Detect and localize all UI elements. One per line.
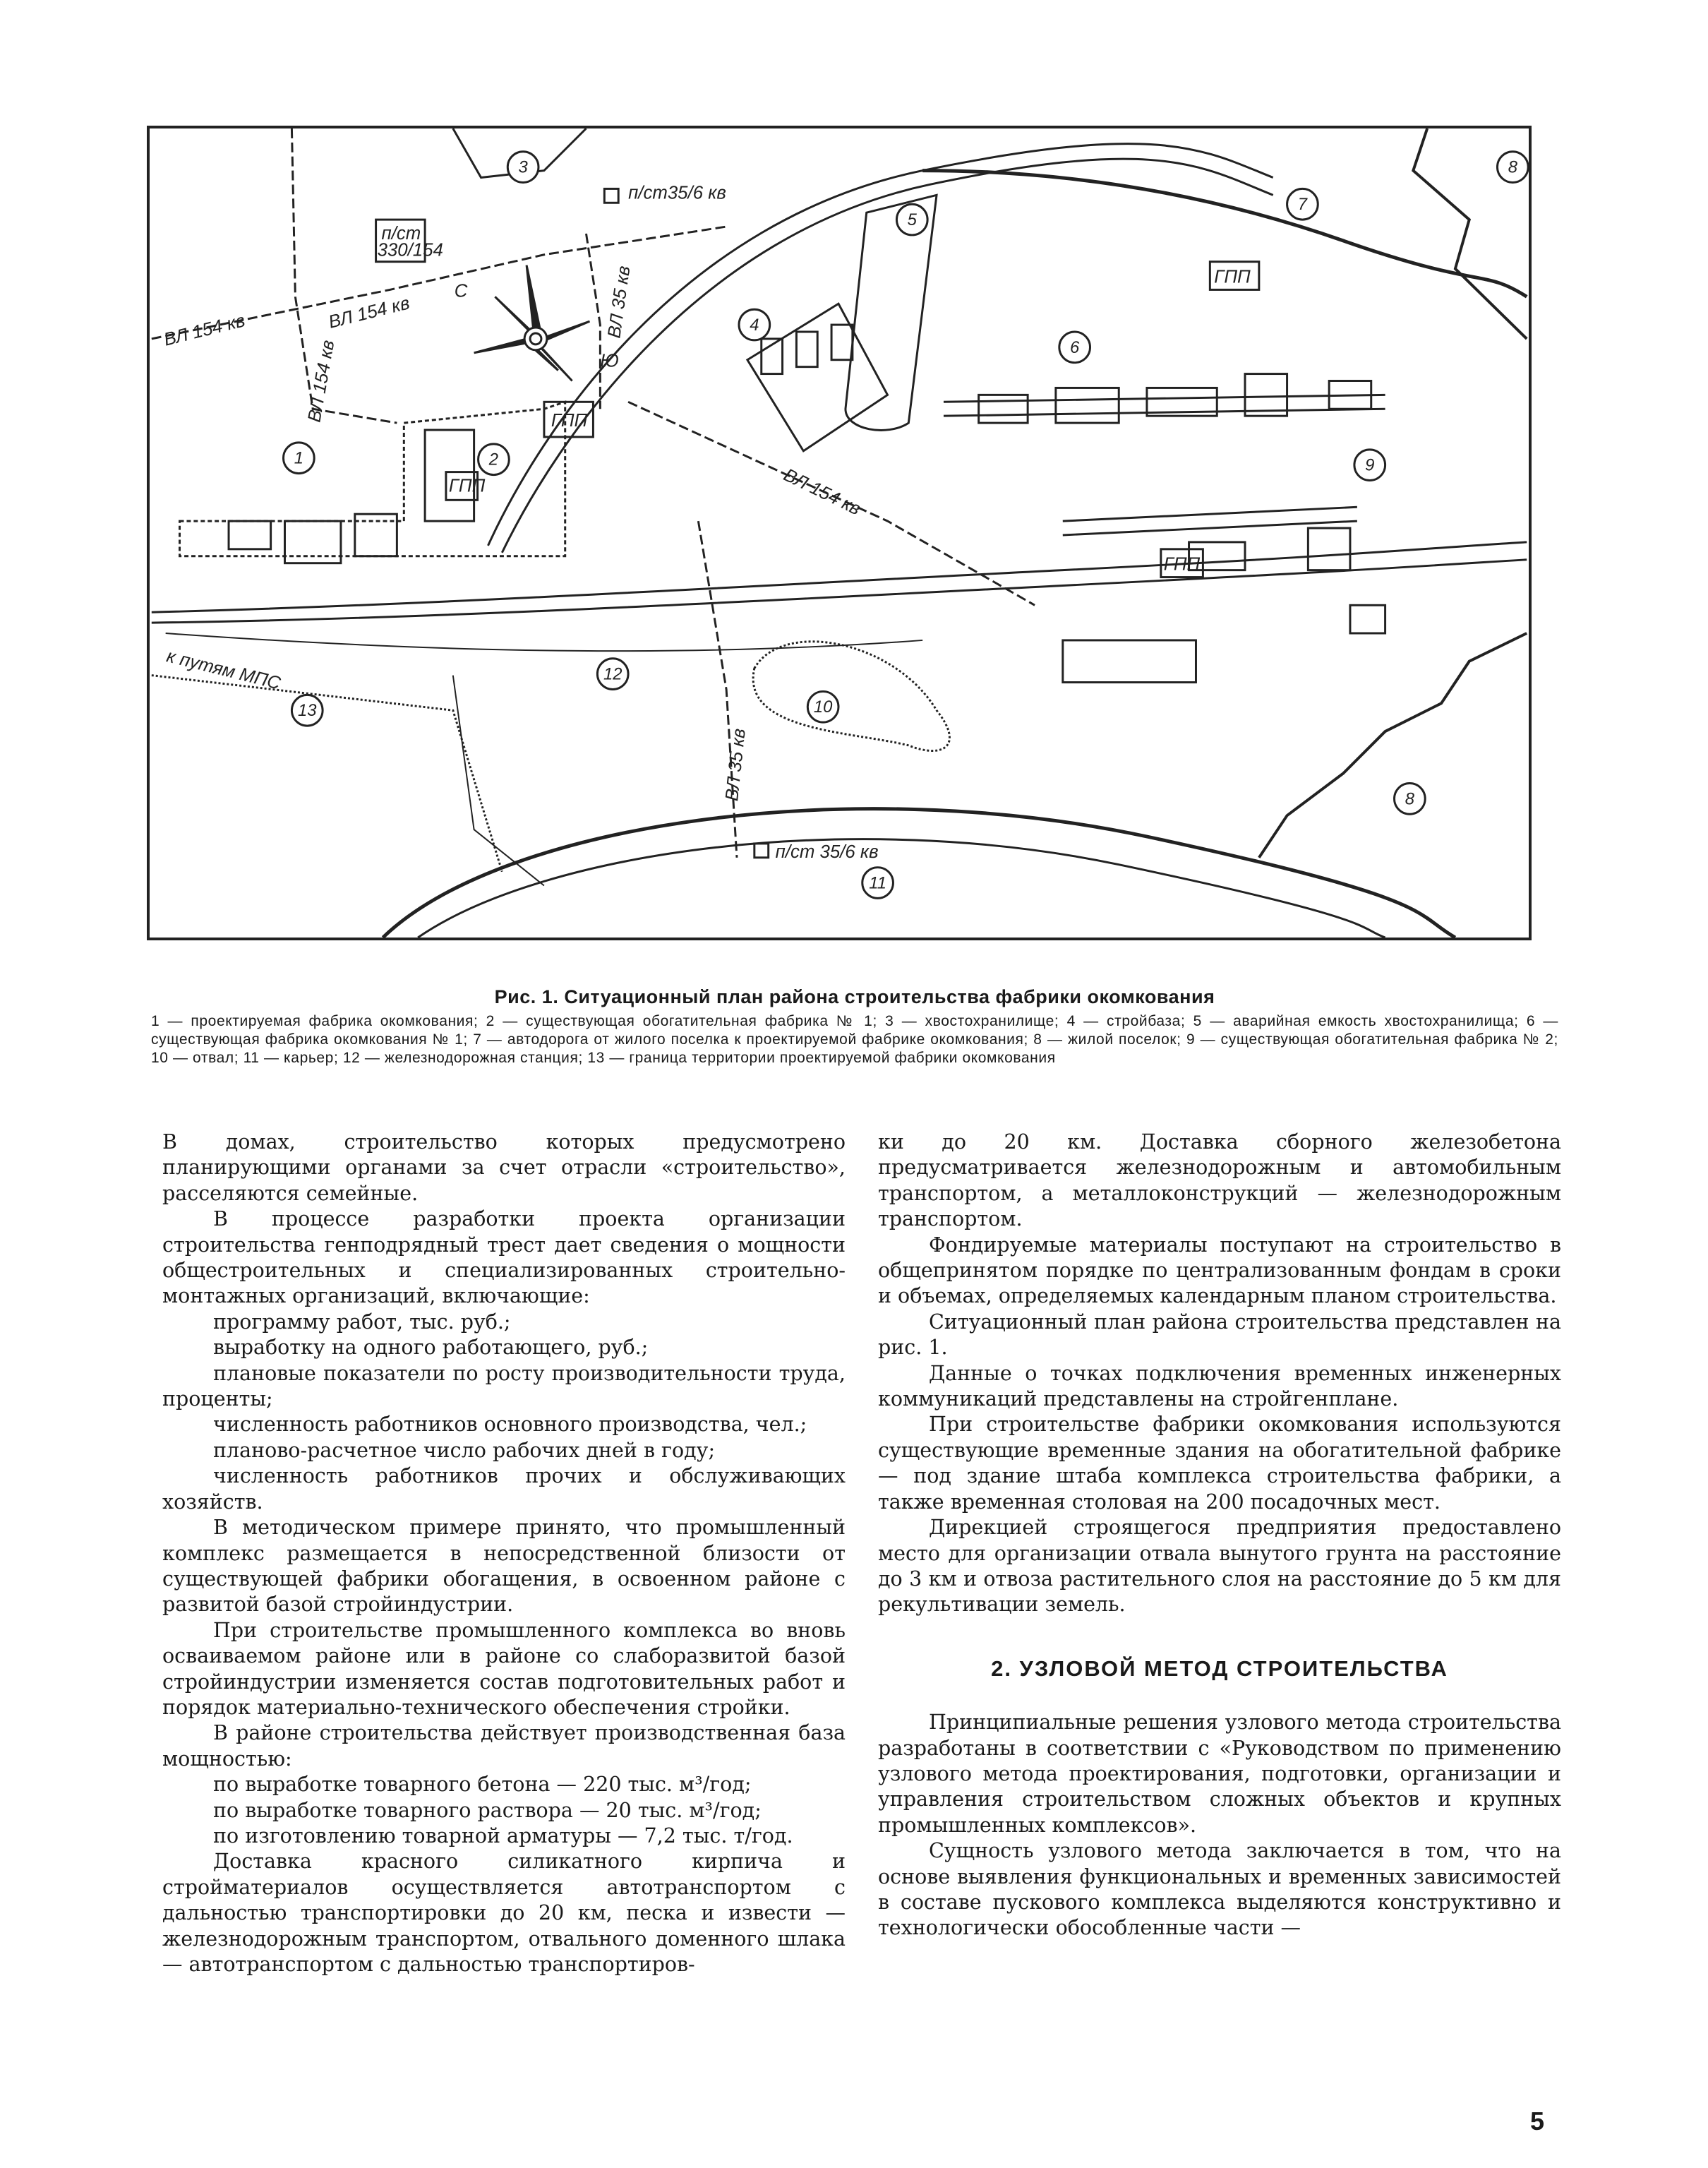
marker-8-top: 8 [1508, 157, 1517, 177]
marker-11: 11 [869, 873, 886, 893]
label-gpp-right: ГПП [1214, 267, 1251, 287]
marker-6: 6 [1070, 337, 1080, 357]
label-substation-top: п/ст35/6 кв [628, 183, 726, 203]
paragraph: программу работ, тыс. руб.; [213, 1310, 511, 1334]
marker-9: 9 [1365, 455, 1375, 475]
paragraph: Доставка красного силикатного кирпича и стройматериалов осуществляется автотранспортом с дальностью транспортировки до 20 км, песка и извести — железнодорожным транспортом, отвального доменного шлака — автотранспортом с дальностью транспортиров- [162, 1850, 846, 1976]
label-vl154-a: ВЛ 154 кв [162, 311, 247, 350]
marker-7: 7 [1297, 195, 1308, 215]
label-substation-bottom: п/ст 35/6 кв [775, 842, 879, 862]
paragraph: Дирекцией строящегося предприятия предоставлено место для организации отвала вынутого грунта на расстояние до 3 км и отвоза растительного слоя на расстояние до 5 км для рекультивации земель. [878, 1516, 1561, 1617]
label-substation-left-1: п/ст [381, 223, 421, 244]
paragraph: Фондируемые материалы поступают на строительство в общепринятом порядке по централизованным фондам в сроки и объемах, определяемых календарным планом строительства. [878, 1233, 1561, 1308]
paragraph: При строительстве фабрики окомкования используются существующие временные здания на обогатительной фабрике — под здание штаба комплекса строительства фабрики, а также временная столовая на 200 посадочных мест. [878, 1413, 1561, 1514]
marker-2: 2 [488, 450, 499, 469]
paragraph: по выработке товарного раствора — 20 тыс. м³/год; [213, 1798, 762, 1822]
figure-legend: 1 — проектируемая фабрика окомкования; 2 — существующая обогатительная фабрика № 1; 3 — хвостохранилище; 4 — стройбаза; 5 — аварийная емкость хвостохранилища; 6 — существующая фабрика окомкования № 1; 7 — автодорога от жилого поселка к проектируемой фабрике окомкования; 8 — жилой поселок; 9 — существующая обогатительная фабрика № 2; 10 — отвал; 11 — карьер; 12 — железнодорожная станция; 13 — граница территории проектируемой фабрики окомкования [151, 1013, 1558, 1066]
page-number: 5 [1530, 2107, 1545, 2136]
paragraph: ки до 20 км. Доставка сборного железобетона предусматривается железнодорожным и автомобильным транспортом, а металлоконструкций — железнодорожным транспортом. [878, 1130, 1561, 1231]
section-heading: 2. УЗЛОВОЙ МЕТОД СТРОИТЕЛЬСТВА [991, 1655, 1448, 1681]
paragraph: численность работников прочих и обслуживающих хозяйств. [162, 1464, 846, 1514]
marker-12: 12 [603, 664, 623, 684]
paragraph: Данные о точках подключения временных инженерных коммуникаций представлены на стройгенплане. [878, 1361, 1561, 1411]
paragraph: Сущность узлового метода заключается в том, что на основе выявления функциональных и временных зависимостей в составе пускового комплекса выделяются конструктивно и технологически обособленные части — [878, 1839, 1561, 1940]
paragraph: численность работников основного производства, чел.; [213, 1413, 807, 1437]
label-vl154-b: ВЛ 154 кв [326, 293, 412, 333]
figure-caption [151, 986, 1558, 1067]
left-text-column [162, 1130, 846, 1977]
marker-3: 3 [518, 157, 528, 177]
paragraph: В районе строительства действует производственная база мощностью: [162, 1721, 846, 1771]
situation-plan-figure [147, 126, 1532, 940]
label-gpp-main: ГПП [551, 411, 588, 431]
marker-10: 10 [813, 697, 833, 717]
paragraph: по выработке товарного бетона — 220 тыс. м³/год; [213, 1773, 752, 1797]
paragraph: планово-расчетное число рабочих дней в году; [213, 1438, 716, 1462]
paragraph: Ситуационный план района строительства представлен на рис. 1. [878, 1310, 1561, 1360]
label-gpp-lower: ГПП [1163, 554, 1201, 575]
compass-south: Ю [600, 351, 619, 371]
marker-4: 4 [750, 316, 759, 335]
paragraph: В домах, строительство которых предусмотрено планирующими органами за счет отрасли «строительство», расселяются семейные. [162, 1130, 846, 1205]
right-column-paragraphs-after [878, 1710, 1561, 1941]
label-vl154-c: ВЛ 154 кв [304, 338, 339, 424]
label-vl35-b: ВЛ 35 кв [722, 727, 750, 802]
label-gpp-small: ГПП [448, 476, 486, 496]
figure-title: Рис. 1. Ситуационный план района строительства фабрики окомкования [494, 986, 1215, 1007]
paragraph: Принципиальные решения узлового метода строительства разработаны в соответствии с «Руководством по применению узлового метода проектирования, подготовки, организации и управления строительством сложных объектов и крупных промышленных комплексов». [878, 1711, 1561, 1837]
marker-1: 1 [294, 448, 303, 468]
label-substation-left-2: 330/154 [377, 240, 443, 260]
paragraph: В процессе разработки проекта организации строительства генподрядный трест дает сведения о мощности общестроительных и специализированных строительно-монтажных организаций, включающие: [162, 1207, 846, 1308]
marker-13: 13 [298, 701, 317, 721]
compass-north: С [454, 281, 468, 301]
label-vl154-d: ВЛ 154 кв [780, 465, 864, 520]
right-column-paragraphs-before [878, 1130, 1561, 1618]
paragraph: по изготовлению товарной арматуры — 7,2 тыс. т/год. [213, 1823, 793, 1847]
paragraph: В методическом примере принято, что промышленный комплекс размещается в непосредственной близости от существующей фабрики обогащения, в освоенном районе с развитой базой стройиндустрии. [162, 1516, 846, 1617]
paragraph: плановые показатели по росту производительности труда, проценты; [162, 1361, 846, 1411]
right-text-column [878, 1130, 1561, 1941]
marker-8-bottom: 8 [1405, 789, 1414, 809]
label-rail: к путям МПС [164, 646, 283, 694]
marker-5: 5 [907, 210, 917, 230]
label-vl35-a: ВЛ 35 кв [604, 264, 635, 340]
paragraph: При строительстве промышленного комплекса во вновь осваиваемом районе или в районе со слаборазвитой базой стройиндустрии изменяется состав подготовительных работ и порядок материально-технического обеспечения стройки. [162, 1618, 846, 1719]
paragraph: выработку на одного работающего, руб.; [213, 1336, 649, 1360]
